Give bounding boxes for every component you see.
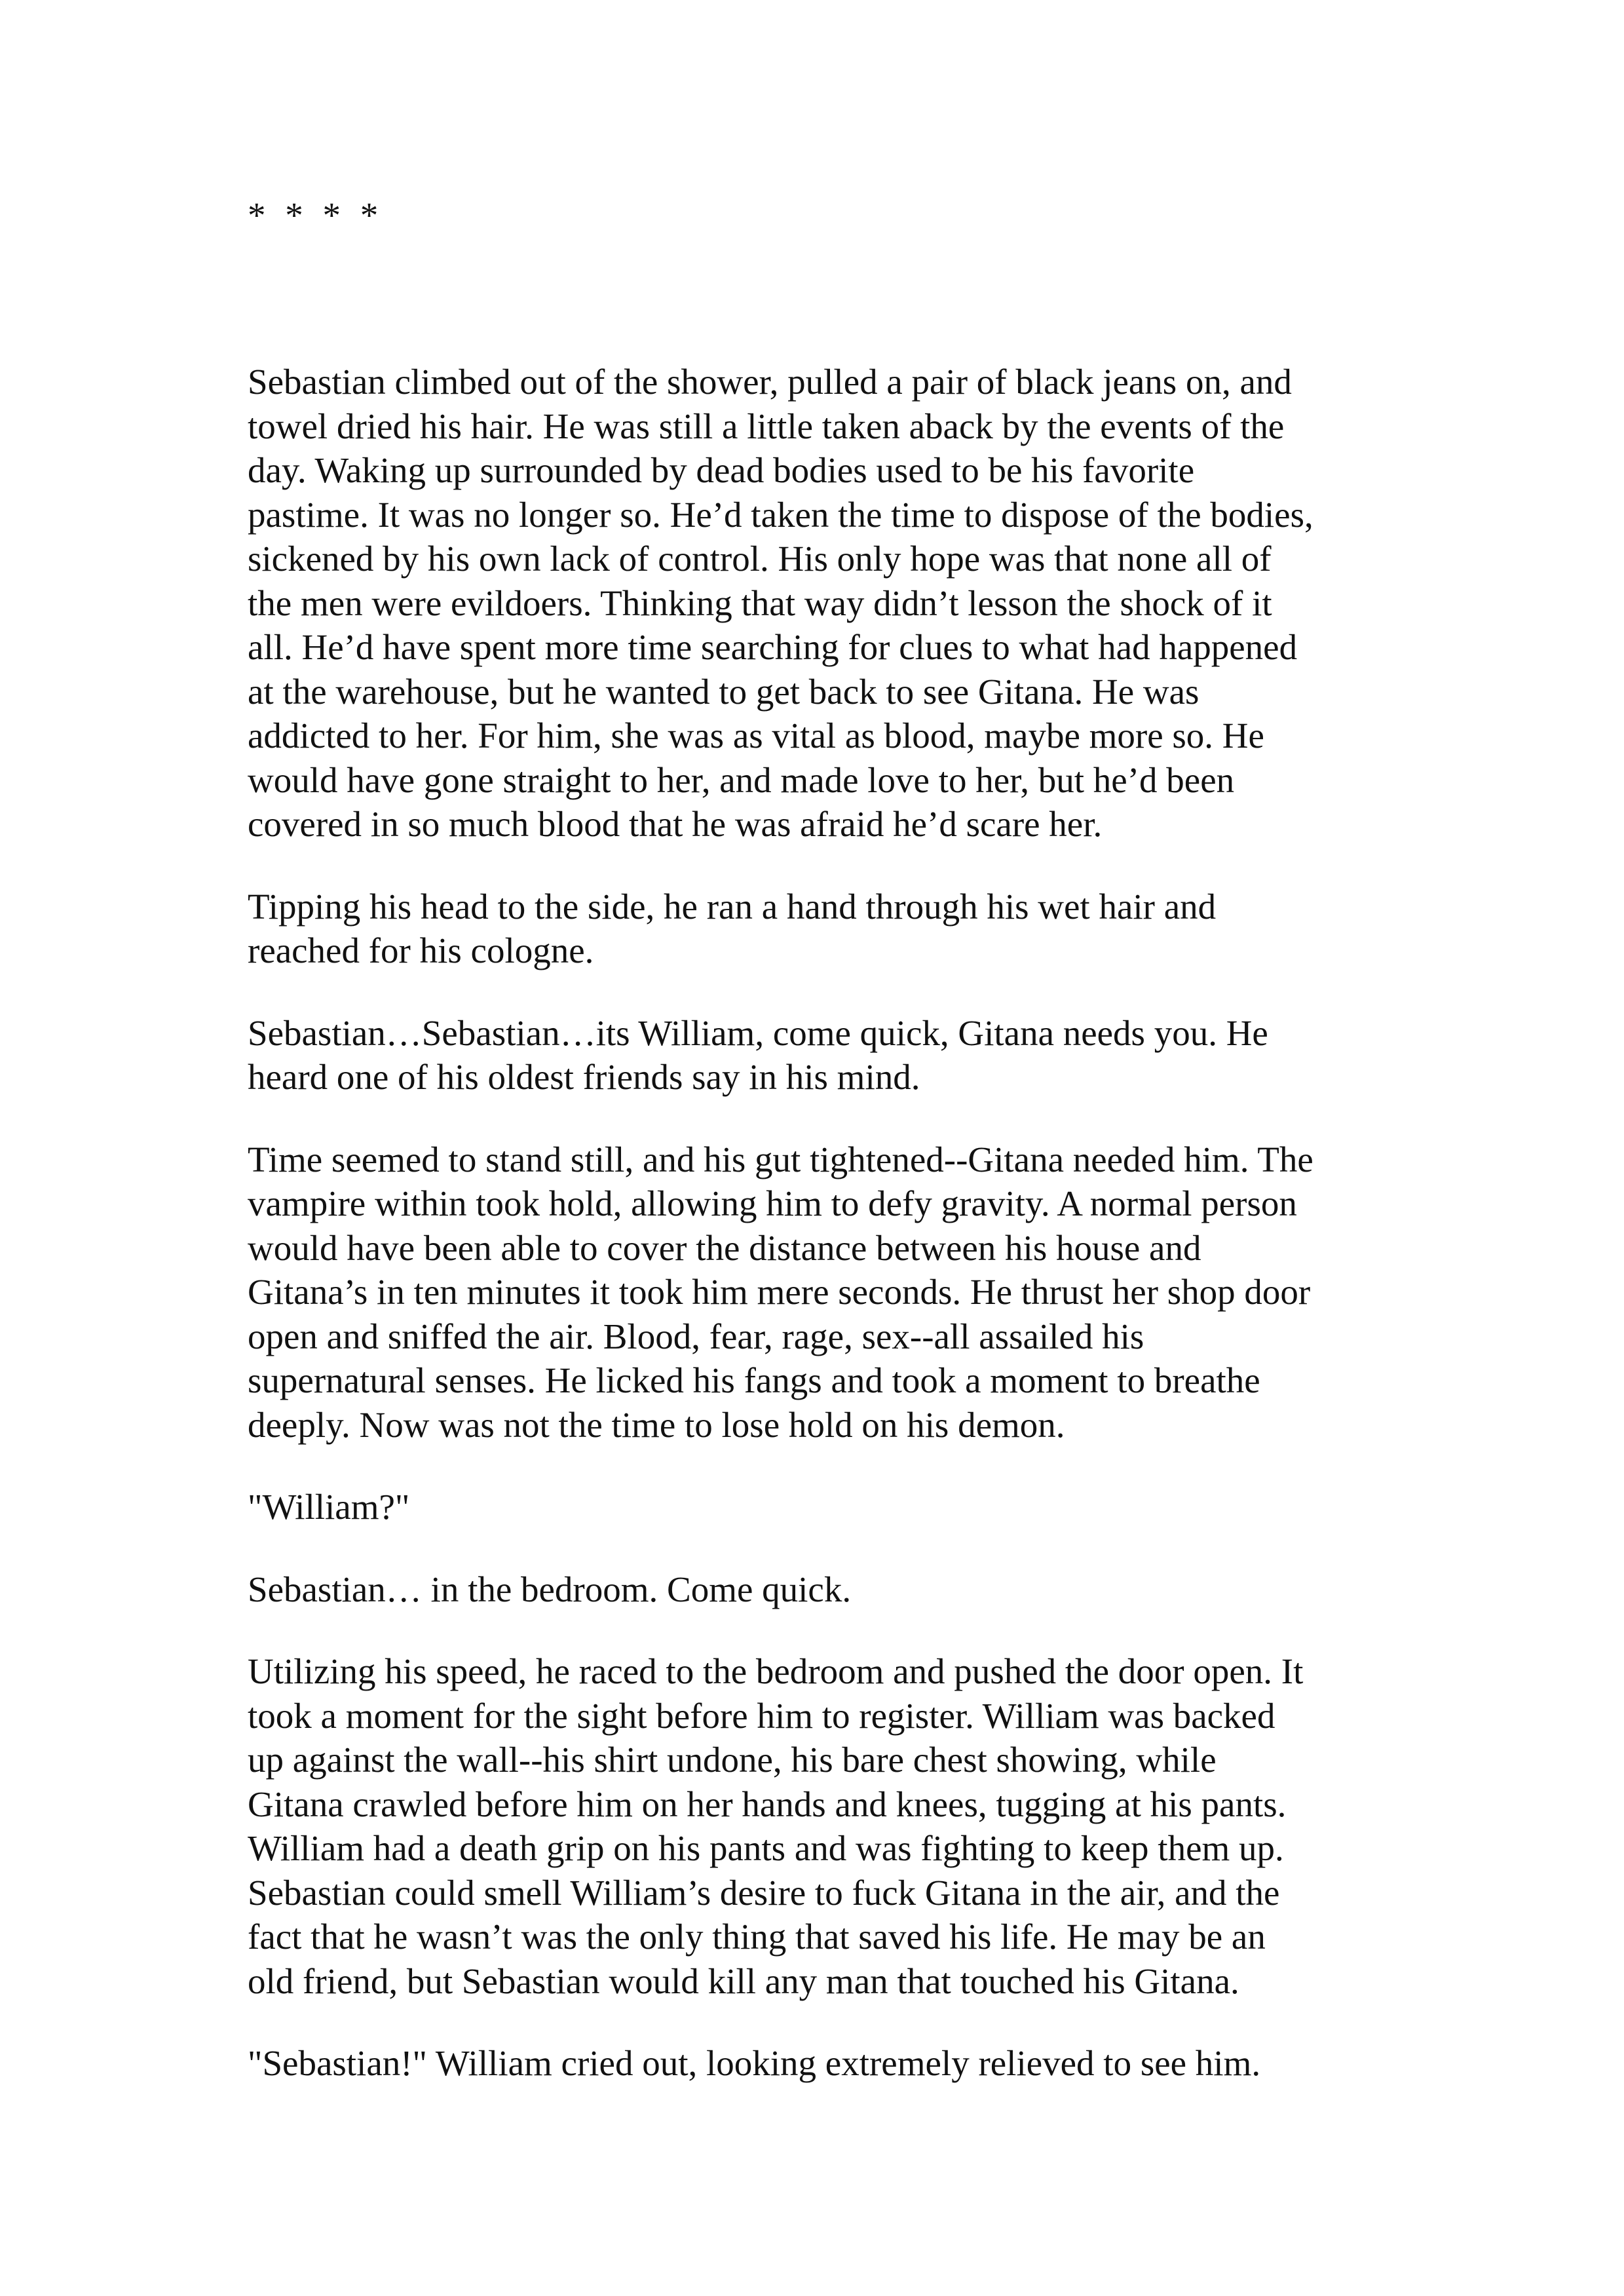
- paragraph: "William?": [248, 1487, 410, 1527]
- paragraph: Sebastian… in the bedroom. Come quick.: [248, 1569, 852, 1609]
- paragraph: Time seemed to stand still, and his gut tightened--Gitana needed him. The vampire within took hold, allowing him to defy gravity. A normal person would have been able to cover the distance between his house and Gitana’s in ten minutes it took him mere seconds. He thrust her shop door open and sniffed the air. Blood, fear, rage, sex--all assailed his supernatural senses. He licked his fangs and took a moment to breathe deeply. Now was not the time to lose hold on his demon.: [248, 1139, 1313, 1445]
- paragraph: Tipping his head to the side, he ran a hand through his wet hair and reached for his cologne.: [248, 886, 1217, 970]
- paragraph: "Sebastian!" William cried out, looking extremely relieved to see him.: [248, 2043, 1261, 2083]
- paragraph: Utilizing his speed, he raced to the bedroom and pushed the door open. It took a moment for the sight before him to register. William was backed up against the wall--his shirt undone, his bare chest showing, while Gitana crawled before him on her hands and knees, tugging at his pants. William had a death grip on his pants and was fighting to keep them up. Sebastian could smell William’s desire to fuck Gitana in the air, and the fact that he wasn’t was the only thing that saved his life. He may be an old friend, but Sebastian would kill any man that touched his Gitana.: [248, 1651, 1304, 2001]
- paragraph: Sebastian…Sebastian…its William, come quick, Gitana needs you. He heard one of his oldest friends say in his mind.: [248, 1012, 1268, 1097]
- document-body: [248, 360, 1401, 2124]
- scene-break: * * * *: [248, 195, 384, 235]
- paragraph: Sebastian climbed out of the shower, pulled a pair of black jeans on, and towel dried his hair. He was still a little taken aback by the events of the day. Waking up surrounded by dead bodies used to be his favorite pastime. It was no longer so. He’d taken the time to dispose of the bodies, sickened by his own lack of control. His only hope was that none all of the men were evildoers. Thinking that way didn’t lesson the shock of it all. He’d have spent more time searching for clues to what had happened at the warehouse, but he wanted to get back to see Gitana. He was addicted to her. For him, she was as vital as blood, maybe more so. He would have gone straight to her, and made love to her, but he’d been covered in so much blood that he was afraid he’d scare her.: [248, 362, 1313, 844]
